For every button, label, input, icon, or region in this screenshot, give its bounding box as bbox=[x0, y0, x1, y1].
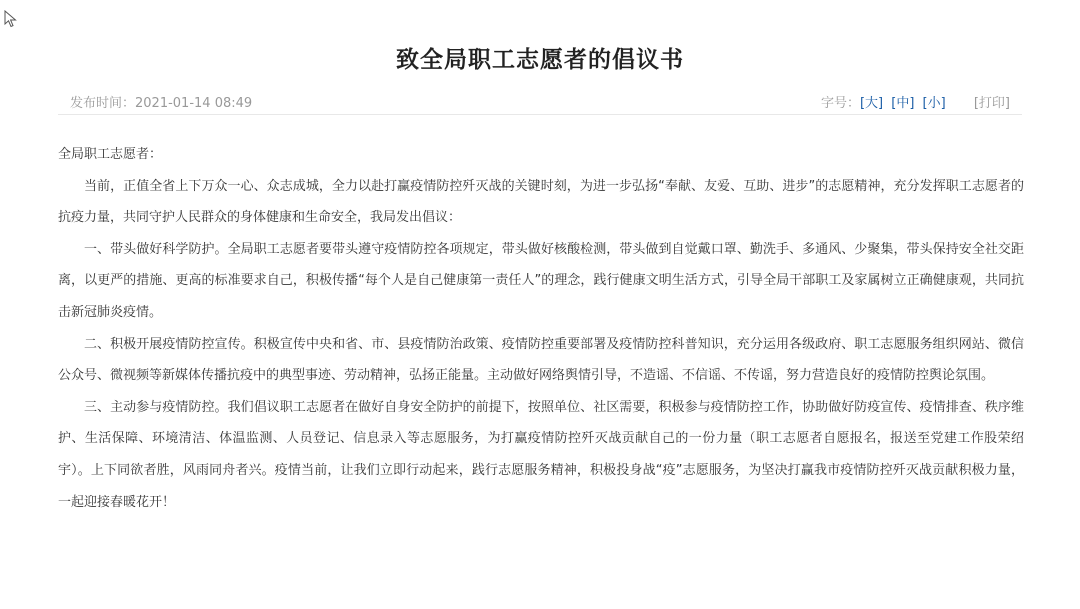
article-body bbox=[58, 139, 1024, 518]
print-link[interactable]: [打印] bbox=[973, 96, 1010, 111]
article-paragraph-1: 一、带头做好科学防护。全局职工志愿者要带头遵守疫情防控各项规定，带头做好核酸检测，带头做到自觉戴口罩、勤洗手、多通风、少聚集，带头保持安全社交距离，以更严的措施、更高的标准要求自己，积极传播“每个人是自己健康第一责任人”的理念，践行健康文明生活方式，引导全局干部职工及家属树立正确健康观，共同抗击新冠肺炎疫情。 bbox=[58, 241, 1024, 320]
article-paragraph-2: 二、积极开展疫情防控宣传。积极宣传中央和省、市、县疫情防治政策、疫情防控重要部署及疫情防控科普知识，充分运用各级政府、职工志愿服务组织网站、微信公众号、微视频等新媒体传播抗疫中的典型事迹、劳动精神，弘扬正能量。主动做好网络舆情引导，不造谣、不信谣、不传谣，努力营造良好的疫情防控舆论氛围。 bbox=[58, 336, 1024, 384]
article-tools bbox=[821, 92, 1010, 111]
publish-time: 2021-01-14 08:49 bbox=[135, 96, 253, 111]
font-size-label: 字号： bbox=[820, 96, 860, 111]
font-size-large-link[interactable]: [大] bbox=[859, 96, 884, 111]
mouse-pointer-icon bbox=[4, 10, 18, 28]
font-size-small-link[interactable]: [小] bbox=[922, 96, 946, 111]
publish-info bbox=[70, 92, 252, 111]
article-title: 致全局职工志愿者的倡议书 bbox=[396, 47, 684, 74]
article-paragraph-3: 三、主动参与疫情防控。我们倡议职工志愿者在做好自身安全防护的前提下，按照单位、社区需要，积极参与疫情防控工作，协助做好防疫宣传、疫情排查、秩序维护、生活保障、环境清洁、体温监测、人员登记、信息录入等志愿服务，为打赢疫情防控歼灭战贡献自己的一份力量（职工志愿者自愿报名，报送至党建工作股荣绍宇）。上下同欲者胜，风雨同舟者兴。疫情当前，让我们立即行动起来，践行志愿服务精神，积极投身战“疫”志愿服务，为坚决打赢我市疫情防控歼灭战贡献积极力量，一起迎接春暖花开！ bbox=[58, 399, 1024, 510]
article-paragraph-intro: 当前，正值全省上下万众一心、众志成城，全力以赴打赢疫情防控歼灭战的关键时刻，为进一步弘扬“奉献、友爱、互助、进步”的志愿精神，充分发挥职工志愿者的抗疫力量，共同守护人民群众的身体健康和生命安全，我局发出倡议： bbox=[58, 178, 1024, 226]
publish-label: 发布时间： bbox=[70, 96, 136, 111]
article-meta-bar bbox=[58, 88, 1022, 115]
font-size-medium-link[interactable]: [中] bbox=[891, 96, 915, 111]
article-greeting: 全局职工志愿者： bbox=[58, 147, 163, 162]
